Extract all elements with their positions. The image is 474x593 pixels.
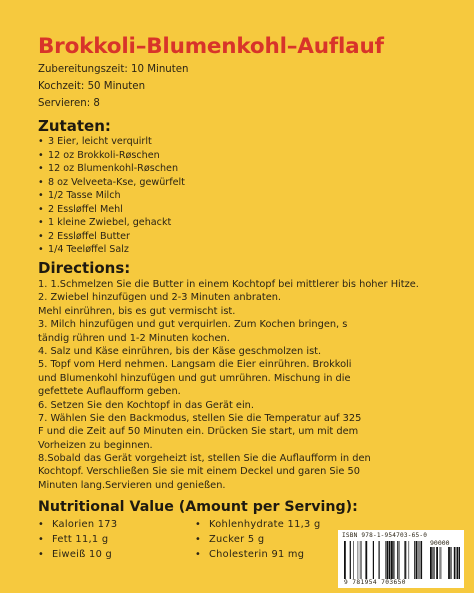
barcode-bar (389, 541, 391, 579)
barcode-bar (441, 547, 442, 579)
servings: Servieren: 8 (38, 98, 100, 109)
barcode-bar (409, 541, 410, 579)
ingredient-item: • 2 Essløffel Butter (38, 230, 131, 242)
cook-time: Kochzeit: 50 Minuten (38, 81, 146, 92)
barcode-bar (385, 541, 386, 579)
barcode-bar (421, 541, 422, 579)
nutrition-item: • Eiweiß 10 g (38, 549, 113, 560)
barcode-bar (397, 541, 398, 579)
ingredient-item: • 1/4 Teeløffel Salz (38, 244, 129, 255)
barcode-bar (440, 547, 441, 579)
nutrition-list-right (195, 517, 320, 562)
direction-line: und Blumenkohl hinzufügen und gut umrühren. Mischung in die (38, 372, 351, 384)
barcode-bar (459, 547, 460, 579)
nutrition-item: • Fett 11,1 g (38, 534, 109, 545)
barcode-bar (456, 547, 457, 579)
barcode-bar (454, 547, 455, 579)
barcode-bar (373, 541, 374, 579)
direction-line: gefettete Auflaufform geben. (38, 386, 181, 398)
direction-line: 3. Milch hinzufügen und gut verquirlen. Zum Kochen bringen, s (38, 319, 348, 331)
barcode-bar (436, 547, 438, 579)
barcode-bar (393, 541, 394, 579)
barcode-bar (433, 547, 434, 579)
barcode-bar (350, 541, 351, 579)
barcode-bar (416, 541, 417, 579)
barcode-number: 9 781954 703650 (344, 579, 406, 586)
barcode-bar (358, 541, 359, 579)
nutrition-item: • Cholesterin 91 mg (195, 549, 305, 560)
barcode-bar (365, 541, 367, 579)
direction-line: 1. 1.Schmelzen Sie die Butter in einem Kochtopf bei mittlerer bis hoher Hitze. (38, 279, 419, 290)
ingredient-item: • 2 Essløffel Mehl (38, 203, 123, 215)
barcode-addon-number: 90000 (430, 539, 450, 547)
barcode-bar (405, 541, 406, 579)
nutrition-list-left (38, 517, 117, 562)
barcode-bar (430, 547, 432, 579)
direction-line: 4. Salz und Käse einrühren, bis der Käse geschmolzen ist. (38, 345, 322, 357)
direction-line: F und die Zeit auf 50 Minuten ein. Drücken Sie start, um mit dem (38, 426, 359, 438)
direction-line: 7. Wählen Sie den Backmodus, stellen Sie die Temperatur auf 325 (38, 412, 362, 424)
direction-line: Mehl einrühren, bis es gut vermischt ist. (38, 305, 236, 317)
direction-line: Kochtopf. Verschließen Sie sie mit einem Deckel und garen Sie 50 (38, 466, 360, 478)
isbn-label: ISBN 978-1-954703-65-0 (342, 532, 428, 539)
barcode-bar (404, 541, 405, 579)
direction-line: 8.Sobald das Gerät vorgeheizt ist, stellen Sie die Auflaufform in den (38, 453, 371, 465)
directions-heading: Directions: (38, 259, 131, 277)
direction-line: 2. Zwiebel hinzufügen und 2-3 Minuten anbraten. (38, 292, 282, 304)
nutrition-item: • Kohlenhydrate 11,3 g (195, 519, 321, 530)
direction-line: 5. Topf vom Herd nehmen. Langsam die Eier einrühren. Brokkoli (38, 359, 352, 371)
ingredient-item: • 1/2 Tasse Milch (38, 190, 121, 201)
direction-line: Minuten lang.Servieren und genießen. (38, 479, 226, 491)
barcode-addon-bars (430, 547, 460, 579)
barcode-bar (457, 547, 459, 579)
nutrition-item: • Kalorien 173 (38, 519, 118, 530)
barcode-bar (419, 541, 420, 579)
barcode-bar (344, 541, 346, 579)
prep-time: Zubereitungszeit: 10 Minuten (38, 64, 189, 75)
ingredients-list (38, 135, 185, 257)
ingredient-item: • 1 kleine Zwiebel, gehackt (38, 217, 172, 228)
barcode-bar (353, 541, 354, 579)
barcode-bars (344, 541, 426, 579)
barcode-bar (414, 541, 415, 579)
ingredient-item: • 3 Eier, leicht verquirlt (38, 136, 152, 147)
barcode-bar (360, 541, 361, 579)
barcode-bar (391, 541, 393, 579)
barcode-bar (399, 541, 400, 579)
isbn-barcode (338, 530, 464, 588)
barcode-bar (418, 541, 419, 579)
barcode-bar (420, 541, 421, 579)
direction-line: tändig rühren und 1-2 Minuten kochen. (38, 332, 230, 344)
barcode-bar (386, 541, 388, 579)
directions-text (38, 278, 458, 492)
ingredient-item: • 8 oz Velveeta-Kse, gewürfelt (38, 176, 185, 188)
direction-line: 6. Setzen Sie den Kochtopf in das Gerät ein. (38, 399, 255, 411)
ingredient-item: • 12 oz Brokkoli-Røschen (38, 149, 160, 161)
barcode-bar (448, 547, 450, 579)
ingredient-item: • 12 oz Blumenkohl-Røschen (38, 163, 179, 174)
barcode-bar (379, 541, 380, 579)
direction-line: Vorheizen zu beginnen. (38, 439, 153, 451)
nutrition-heading: Nutritional Value (Amount per Serving): (38, 499, 358, 515)
barcode-bar (432, 547, 433, 579)
nutrition-item: • Zucker 5 g (195, 534, 265, 545)
barcode-bar (450, 547, 451, 579)
barcode-bar (361, 541, 362, 579)
ingredients-heading: Zutaten: (38, 117, 111, 135)
recipe-title: Brokkoli–Blumenkohl–Auflauf (38, 34, 384, 59)
